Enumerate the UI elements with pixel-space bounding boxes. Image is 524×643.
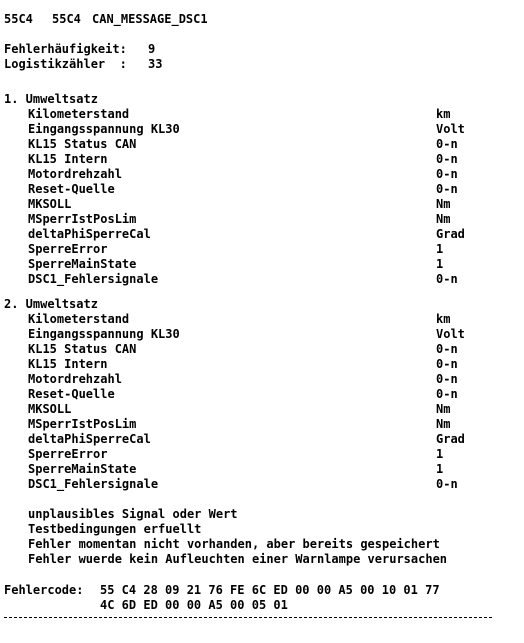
row-unit: Nm: [436, 402, 451, 416]
note-line: [0, 507, 238, 522]
row-unit: Nm: [436, 417, 451, 431]
row-label: SperreMainState: [28, 462, 137, 476]
row-unit: Grad: [436, 227, 465, 241]
fault-code: 55C4: [4, 12, 33, 26]
logistikzaehler-row: [0, 57, 163, 72]
row-unit: Volt: [436, 122, 465, 136]
umweltsatz-title-text: 1. Umweltsatz: [4, 92, 98, 106]
row-label: DSC1_Fehlersignale: [28, 272, 159, 286]
note-text: unplausibles Signal oder Wert: [28, 507, 238, 521]
row-label: SperreMainState: [28, 257, 137, 271]
row-label: Eingangsspannung KL30: [28, 327, 180, 341]
note-text: Testbedingungen erfuellt: [28, 522, 202, 536]
fehlerhaeufigkeit-row: [0, 42, 156, 57]
row-unit: 1: [436, 447, 444, 461]
row-unit: 0-n: [436, 342, 458, 356]
fehlerhaeufigkeit-label: Fehlerhäufigkeit:: [4, 42, 127, 56]
fehlercode-bytes: 55 C4 28 09 21 76 FE 6C ED 00 00 A5 00 10 01 77: [100, 583, 440, 597]
row-label: MKSOLL: [28, 197, 72, 211]
row-unit: 0-n: [436, 272, 458, 286]
row-unit: Nm: [436, 212, 451, 226]
row-label: MKSOLL: [28, 402, 72, 416]
fehlercode-row: [0, 583, 440, 598]
note-line: [0, 552, 448, 567]
row-label: KL15 Status CAN: [28, 137, 137, 151]
row-unit: 0-n: [436, 137, 458, 151]
fault-name: CAN_MESSAGE_DSC1: [92, 12, 208, 26]
row-label: Reset-Quelle: [28, 387, 115, 401]
row-label: Kilometerstand: [28, 312, 130, 326]
row-unit: 1: [436, 462, 444, 476]
fehlercode-label: Fehlercode:: [4, 583, 84, 597]
row-label: Motordrehzahl: [28, 167, 122, 181]
row-label: SperreError: [28, 447, 108, 461]
logistikzaehler-value: 33: [148, 57, 163, 71]
row-label: Reset-Quelle: [28, 182, 115, 196]
row-label: deltaPhiSperreCal: [28, 432, 151, 446]
row-unit: Nm: [436, 197, 451, 211]
row-label: MSperrIstPosLim: [28, 212, 137, 226]
row-unit: 0-n: [436, 387, 458, 401]
note-text: Fehler wuerde kein Aufleuchten einer Warnlampe verursachen: [28, 552, 448, 566]
row-unit: Grad: [436, 432, 465, 446]
row-label: SperreError: [28, 242, 108, 256]
umweltsatz-title-text: 2. Umweltsatz: [4, 297, 98, 311]
fault-header: [0, 12, 208, 27]
row-unit: km: [436, 107, 451, 121]
row-unit: 1: [436, 257, 444, 271]
note-line: [0, 537, 440, 552]
row-unit: 0-n: [436, 357, 458, 371]
row-label: Kilometerstand: [28, 107, 130, 121]
row-unit: 0-n: [436, 152, 458, 166]
row-unit: 0-n: [436, 372, 458, 386]
fehlercode-bytes: 4C 6D ED 00 00 A5 00 05 01: [100, 598, 288, 612]
row-label: MSperrIstPosLim: [28, 417, 137, 431]
separator-line: [4, 617, 492, 618]
row-label: deltaPhiSperreCal: [28, 227, 151, 241]
row-unit: 0-n: [436, 182, 458, 196]
row-unit: 0-n: [436, 477, 458, 491]
row-unit: 1: [436, 242, 444, 256]
row-unit: Volt: [436, 327, 465, 341]
row-label: KL15 Status CAN: [28, 342, 137, 356]
row-unit: km: [436, 312, 451, 326]
row-unit: 0-n: [436, 167, 458, 181]
fehlerhaeufigkeit-value: 9: [148, 42, 156, 56]
logistikzaehler-label: Logistikzähler :: [4, 57, 127, 71]
note-line: [0, 522, 202, 537]
row-label: Motordrehzahl: [28, 372, 122, 386]
row-label: KL15 Intern: [28, 357, 108, 371]
note-text: Fehler momentan nicht vorhanden, aber bereits gespeichert: [28, 537, 440, 551]
row-label: DSC1_Fehlersignale: [28, 477, 159, 491]
row-label: KL15 Intern: [28, 152, 108, 166]
row-label: Eingangsspannung KL30: [28, 122, 180, 136]
fault-code-repeat: 55C4: [52, 12, 81, 26]
fehlercode-row-continued: [0, 598, 288, 613]
